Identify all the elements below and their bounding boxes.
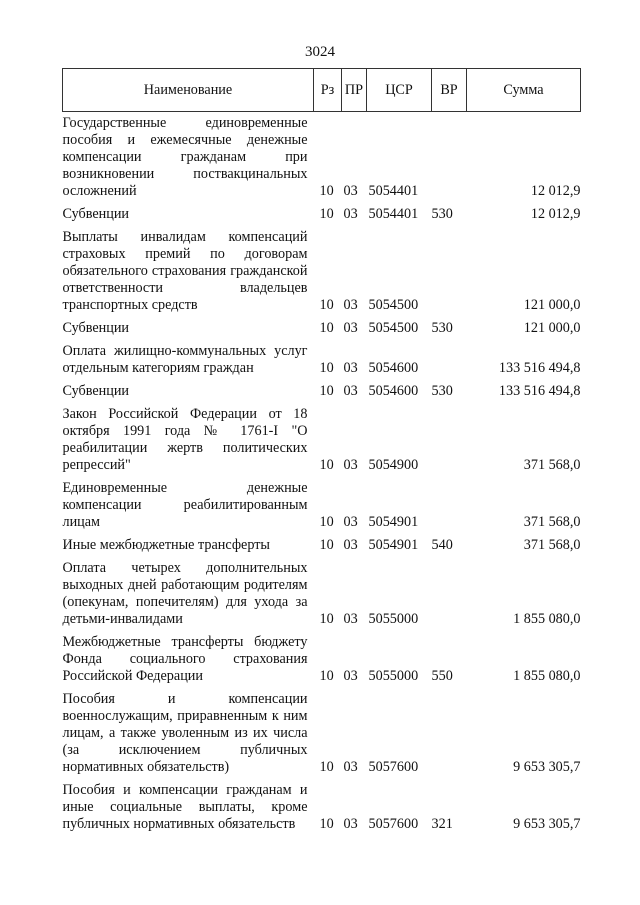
cell-pr: 03	[343, 759, 358, 775]
cell-vr	[432, 226, 467, 317]
cell-csr: 5055000	[368, 611, 419, 627]
cell-name: Оплата четырех дополнительных выходных дней работающим родителям (опекунам, попечителям) для ухода за детьми-инвалидами	[62, 560, 308, 627]
cell-csr: 5054500	[368, 297, 419, 313]
table-row	[63, 203, 581, 226]
table-row	[63, 403, 581, 477]
cell-sum: 12 012,9	[530, 206, 581, 222]
cell-sum: 133 516 494,8	[498, 360, 581, 376]
header-csr: ЦСР	[367, 69, 432, 112]
cell-rz: 10	[319, 320, 334, 336]
cell-sum: 371 568,0	[523, 457, 581, 473]
cell-name: Пособия и компенсации военнослужащим, приравненным к ним лицам, а также уволенным из их числа (за исключением публичных нормативных обязательств)	[62, 691, 308, 775]
cell-name: Выплаты инвалидам компенсаций страховых премий по договорам обязательного страхования гражданской ответственности владельцев транспортных средств	[62, 229, 308, 313]
table-row	[63, 477, 581, 534]
cell-pr: 03	[343, 457, 358, 473]
cell-pr: 03	[343, 816, 358, 832]
cell-name: Пособия и компенсации гражданам и иные социальные выплаты, кроме публичных нормативных обязательств	[62, 782, 308, 832]
cell-pr: 03	[343, 320, 358, 336]
cell-sum: 371 568,0	[523, 514, 581, 530]
cell-name: Межбюджетные трансферты бюджету Фонда социального страхования Российской Федерации	[62, 634, 308, 684]
table-row	[63, 112, 581, 204]
cell-rz: 10	[319, 611, 334, 627]
cell-sum: 133 516 494,8	[498, 383, 581, 399]
cell-rz: 10	[319, 668, 334, 684]
header-vr: ВР	[432, 69, 467, 112]
table-row	[63, 534, 581, 557]
header-sum: Сумма	[467, 69, 581, 112]
table-row	[63, 226, 581, 317]
cell-sum: 9 653 305,7	[513, 816, 581, 832]
cell-name: Государственные единовременные пособия и ежемесячные денежные компенсации гражданам при возникновении поствакцинальных осложнений	[62, 115, 308, 199]
cell-pr: 03	[343, 383, 358, 399]
cell-vr: 321	[431, 816, 453, 832]
cell-sum: 9 653 305,7	[513, 759, 581, 775]
cell-csr: 5054500	[368, 320, 419, 336]
cell-name: Единовременные денежные компенсации реабилитированным лицам	[62, 480, 308, 530]
cell-vr	[432, 688, 467, 779]
cell-pr: 03	[343, 297, 358, 313]
header-name: Наименование	[63, 69, 314, 112]
cell-vr	[432, 403, 467, 477]
cell-sum: 121 000,0	[523, 320, 581, 336]
cell-rz: 10	[319, 360, 334, 376]
cell-vr: 530	[431, 383, 453, 399]
cell-sum: 371 568,0	[523, 537, 581, 553]
cell-sum: 1 855 080,0	[513, 668, 581, 684]
cell-pr: 03	[343, 611, 358, 627]
table-row	[63, 557, 581, 631]
cell-sum: 12 012,9	[530, 183, 581, 199]
table-row	[63, 779, 581, 836]
cell-csr: 5054600	[368, 383, 419, 399]
cell-name: Закон Российской Федерации от 18 октября 1991 года № 1761-I "О реабилитации жертв политических репрессий"	[62, 406, 308, 473]
cell-name: Субвенции	[62, 383, 130, 399]
table-header	[63, 69, 581, 112]
cell-csr: 5057600	[368, 759, 419, 775]
table-row	[63, 340, 581, 380]
cell-pr: 03	[343, 537, 358, 553]
cell-vr: 540	[431, 537, 453, 553]
cell-vr: 530	[431, 206, 453, 222]
header-pr: ПР	[342, 69, 367, 112]
cell-rz: 10	[319, 537, 334, 553]
cell-csr: 5057600	[368, 816, 419, 832]
cell-rz: 10	[319, 183, 334, 199]
table-row	[63, 317, 581, 340]
cell-rz: 10	[319, 816, 334, 832]
cell-vr	[432, 477, 467, 534]
cell-rz: 10	[319, 514, 334, 530]
cell-sum: 1 855 080,0	[513, 611, 581, 627]
cell-vr: 550	[431, 668, 453, 684]
table-row	[63, 631, 581, 688]
cell-rz: 10	[319, 206, 334, 222]
cell-rz: 10	[319, 383, 334, 399]
cell-name: Субвенции	[62, 320, 130, 336]
cell-name: Оплата жилищно-коммунальных услуг отдельным категориям граждан	[62, 343, 308, 376]
cell-csr: 5054401	[368, 183, 419, 199]
cell-pr: 03	[343, 206, 358, 222]
cell-csr: 5054901	[368, 537, 419, 553]
cell-vr: 530	[431, 320, 453, 336]
cell-rz: 10	[319, 297, 334, 313]
cell-vr	[432, 557, 467, 631]
cell-rz: 10	[319, 759, 334, 775]
cell-name: Субвенции	[62, 206, 130, 222]
cell-pr: 03	[343, 514, 358, 530]
cell-pr: 03	[343, 183, 358, 199]
table-row	[63, 688, 581, 779]
cell-name: Иные межбюджетные трансферты	[62, 537, 270, 553]
cell-vr	[432, 112, 467, 204]
cell-csr: 5054401	[368, 206, 419, 222]
cell-csr: 5054600	[368, 360, 419, 376]
cell-sum: 121 000,0	[523, 297, 581, 313]
table-row	[63, 380, 581, 403]
cell-pr: 03	[343, 360, 358, 376]
cell-pr: 03	[343, 668, 358, 684]
page-number: 3024	[305, 44, 335, 60]
cell-csr: 5054901	[368, 514, 419, 530]
cell-vr	[432, 340, 467, 380]
cell-csr: 5054900	[368, 457, 419, 473]
cell-csr: 5055000	[368, 668, 419, 684]
budget-table	[62, 68, 581, 836]
cell-rz: 10	[319, 457, 334, 473]
header-rz: Рз	[314, 69, 342, 112]
